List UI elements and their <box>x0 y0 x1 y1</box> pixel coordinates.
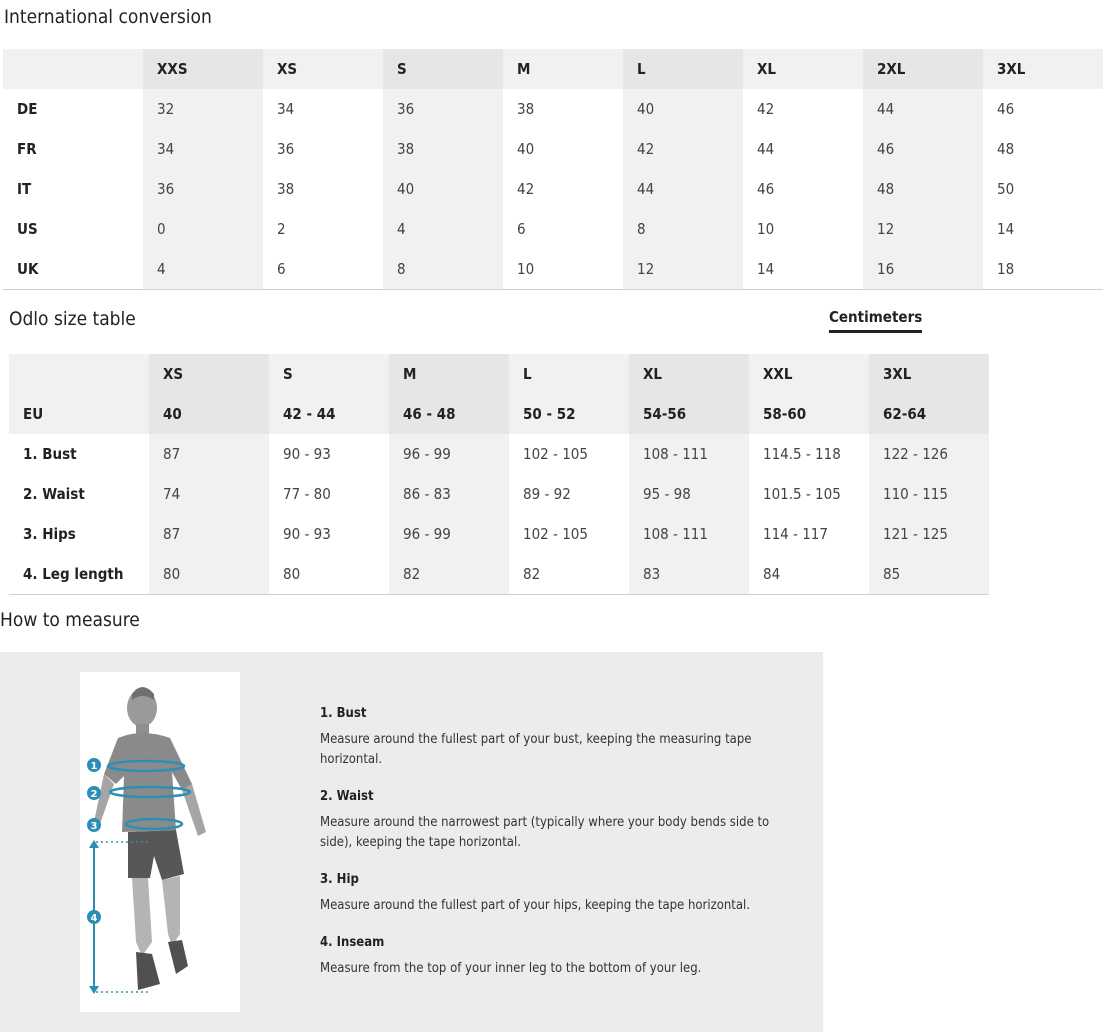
centimeters-tab[interactable]: Centimeters <box>829 308 922 333</box>
table-cell: 80 <box>283 565 301 583</box>
measurement-figure <box>80 672 240 1012</box>
table-cell: 36 <box>383 89 503 129</box>
size-header: XL <box>757 60 777 78</box>
eu-size-cell: 40 <box>149 394 269 434</box>
table-row <box>9 474 989 514</box>
size-header: XS <box>277 60 298 78</box>
table-cell: 77 - 80 <box>283 485 331 503</box>
table-row <box>9 554 989 595</box>
table-cell: 40 <box>517 140 535 158</box>
how-to-measure-title: How to measure <box>0 609 140 631</box>
header-row <box>9 354 989 394</box>
marker-2-icon <box>87 786 101 800</box>
odlo-size-table <box>9 354 989 595</box>
table-cell: 84 <box>763 565 781 583</box>
table-cell: 36 <box>277 140 295 158</box>
table-row <box>9 434 989 474</box>
table-row <box>3 209 1103 249</box>
step-text: Measure around the fullest part of your bust, keeping the measuring tape horizontal. <box>320 732 752 767</box>
table-cell: 4 <box>383 209 503 249</box>
person-measurement-illustration <box>80 672 240 1012</box>
row-label: 2. Waist <box>23 485 85 503</box>
table-cell: 46 <box>997 100 1015 118</box>
step-title: 1. Bust <box>320 706 367 721</box>
table-cell: 16 <box>863 249 983 290</box>
eu-size-cell: 46 - 48 <box>389 394 509 434</box>
table-cell: 87 <box>149 514 269 554</box>
step-text: Measure around the narrowest part (typically where your body bends side to side), keeping the tape horizontal. <box>320 815 770 850</box>
eu-size-cell: 62-64 <box>869 394 989 434</box>
table-cell: 96 - 99 <box>389 514 509 554</box>
marker-4-icon <box>87 910 101 924</box>
step-bust <box>320 704 800 770</box>
corner-cell <box>3 49 143 89</box>
table-row <box>3 89 1103 129</box>
table-cell: 40 <box>623 89 743 129</box>
step-inseam <box>320 933 800 979</box>
table-cell: 87 <box>149 434 269 474</box>
table-cell: 101.5 - 105 <box>763 485 841 503</box>
table-cell: 95 - 98 <box>629 474 749 514</box>
table-cell: 14 <box>757 260 775 278</box>
size-header: S <box>383 49 503 89</box>
measurement-instructions <box>320 704 800 996</box>
step-title: 2. Waist <box>320 789 374 804</box>
size-header: XXL <box>763 365 793 383</box>
table-cell: 90 - 93 <box>283 525 331 543</box>
table-cell: 38 <box>517 100 535 118</box>
table-cell: 2 <box>277 220 286 238</box>
table-cell: 14 <box>997 220 1015 238</box>
header-row <box>3 49 1103 89</box>
size-header: S <box>283 365 293 383</box>
size-header: 3XL <box>869 354 989 394</box>
row-label: 1. Bust <box>23 445 77 463</box>
table-cell: 18 <box>997 260 1015 278</box>
table-cell: 50 <box>997 180 1015 198</box>
table-cell: 86 - 83 <box>389 474 509 514</box>
table-cell: 114.5 - 118 <box>763 445 841 463</box>
svg-text:3: 3 <box>90 821 98 832</box>
table-cell: 10 <box>757 220 775 238</box>
how-to-measure-panel <box>0 652 823 1032</box>
table-cell: 108 - 111 <box>629 434 749 474</box>
table-cell: 108 - 111 <box>629 514 749 554</box>
svg-text:2: 2 <box>90 789 98 800</box>
row-label: FR <box>17 140 37 158</box>
row-label: EU <box>23 405 44 423</box>
size-header: XL <box>629 354 749 394</box>
table-cell: 80 <box>149 554 269 595</box>
person-silhouette <box>94 687 206 990</box>
table-cell: 89 - 92 <box>523 485 571 503</box>
size-header: L <box>523 365 532 383</box>
odlo-size-table-title: Odlo size table <box>9 308 136 330</box>
table-cell: 12 <box>623 249 743 290</box>
table-cell: 102 - 105 <box>523 525 588 543</box>
step-hip <box>320 870 800 916</box>
eu-size-cell: 54-56 <box>629 394 749 434</box>
size-header: XXS <box>143 49 263 89</box>
table-cell: 34 <box>143 129 263 169</box>
international-conversion-title: International conversion <box>4 6 212 28</box>
eu-size-cell: 42 - 44 <box>283 405 336 423</box>
table-cell: 44 <box>757 140 775 158</box>
table-cell: 44 <box>863 89 983 129</box>
table-cell: 121 - 125 <box>869 514 989 554</box>
size-header: M <box>517 60 531 78</box>
table-cell: 83 <box>629 554 749 595</box>
table-cell: 46 <box>757 180 775 198</box>
table-cell: 48 <box>997 140 1015 158</box>
size-header: 2XL <box>863 49 983 89</box>
table-cell: 102 - 105 <box>523 445 588 463</box>
table-cell: 38 <box>383 129 503 169</box>
eu-size-cell: 58-60 <box>763 405 807 423</box>
size-header: 3XL <box>997 60 1026 78</box>
marker-3-icon <box>87 818 101 832</box>
table-cell: 40 <box>383 169 503 209</box>
row-label: US <box>17 220 38 238</box>
table-cell: 42 <box>623 129 743 169</box>
table-cell: 36 <box>143 169 263 209</box>
table-cell: 12 <box>863 209 983 249</box>
table-cell: 122 - 126 <box>869 434 989 474</box>
table-cell: 8 <box>383 249 503 290</box>
table-cell: 10 <box>517 260 535 278</box>
table-cell: 34 <box>277 100 295 118</box>
table-cell: 96 - 99 <box>389 434 509 474</box>
table-row <box>3 129 1103 169</box>
size-header: M <box>389 354 509 394</box>
table-cell: 82 <box>523 565 541 583</box>
size-header: L <box>623 49 743 89</box>
table-cell: 85 <box>869 554 989 595</box>
table-cell: 6 <box>517 220 526 238</box>
step-text: Measure around the fullest part of your hips, keeping the tape horizontal. <box>320 898 750 913</box>
row-label: DE <box>17 100 38 118</box>
eu-row <box>9 394 989 434</box>
table-cell: 0 <box>143 209 263 249</box>
table-row <box>9 514 989 554</box>
row-label: IT <box>17 180 32 198</box>
international-conversion-table <box>3 49 1103 290</box>
step-title: 3. Hip <box>320 872 359 887</box>
table-cell: 46 <box>863 129 983 169</box>
table-cell: 8 <box>623 209 743 249</box>
svg-text:4: 4 <box>90 913 98 924</box>
table-cell: 4 <box>143 249 263 290</box>
table-cell: 32 <box>143 89 263 129</box>
step-text: Measure from the top of your inner leg to the bottom of your leg. <box>320 961 702 976</box>
table-cell: 42 <box>517 180 535 198</box>
table-cell: 48 <box>863 169 983 209</box>
table-cell: 42 <box>757 100 775 118</box>
table-cell: 82 <box>389 554 509 595</box>
svg-text:1: 1 <box>90 761 98 772</box>
table-cell: 110 - 115 <box>869 474 989 514</box>
table-cell: 38 <box>277 180 295 198</box>
corner-cell <box>9 354 149 394</box>
row-label: 4. Leg length <box>23 565 124 583</box>
row-label: 3. Hips <box>23 525 76 543</box>
eu-size-cell: 50 - 52 <box>523 405 576 423</box>
table-cell: 6 <box>277 260 286 278</box>
row-label: UK <box>17 260 39 278</box>
step-waist <box>320 787 800 853</box>
marker-1-icon <box>87 758 101 772</box>
table-row <box>3 169 1103 209</box>
table-cell: 74 <box>149 474 269 514</box>
table-row <box>3 249 1103 290</box>
size-header: XS <box>149 354 269 394</box>
step-title: 4. Inseam <box>320 935 385 950</box>
table-cell: 114 - 117 <box>763 525 828 543</box>
table-cell: 90 - 93 <box>283 445 331 463</box>
table-cell: 44 <box>623 169 743 209</box>
